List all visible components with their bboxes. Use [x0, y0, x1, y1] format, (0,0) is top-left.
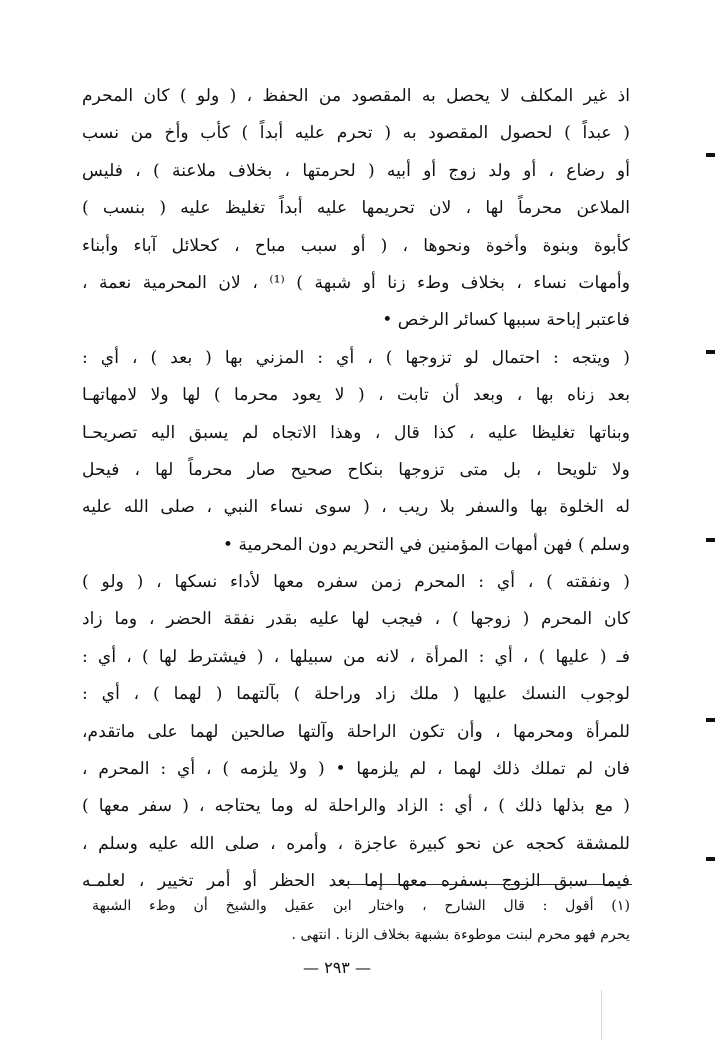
page-number: — ٢٩٣ — — [303, 958, 371, 977]
scan-edge-mark — [706, 350, 715, 354]
text-line: الملاعن محرماً لها ، لان تحريمها عليه أبداً تغليظ عليه ( بنسب ) — [82, 198, 630, 219]
footnote-line: يحرم فهو محرم لبنت موطوءة بشبهة بخلاف الزنا . انتهى . — [291, 927, 630, 943]
text-line: للمرأة ومحرمها ، وأن تكون الراحلة وآلتها صالحين لهما على ماتقدم، — [82, 721, 630, 742]
text-line: وأمهات نساء ، بخلاف وطء زنا أو شبهة ) ⁽¹⁾ ، لان المحرمية نعمة ، — [82, 272, 630, 293]
text-line: كأبوة وبنوة وأخوة ونحوها ، ( أو سبب مباح ، كحلائل آباء وأبناء — [82, 235, 630, 256]
footnote-block — [92, 892, 630, 950]
text-line: وبناتها تغليظا عليه ، كذا قال ، وهذا الاتجاه لم يسبق اليه تصريحـا — [82, 422, 630, 443]
text-line: ( ونفقته ) ، أي : المحرم زمن سفره معها لأداء نسكها ، ( ولو ) — [82, 572, 630, 593]
scan-edge-mark — [706, 153, 715, 157]
scan-bleed-line — [601, 990, 602, 1040]
scan-edge-mark — [706, 538, 715, 542]
text-line: فـ ( عليها ) ، أي : المرأة ، لانه من سبيلها ، ( فيشترط لها ) ، أي : — [82, 646, 630, 667]
text-line: فان لم تملك ذلك لهما ، لم يلزمها • ( ولا يلزمه ) ، أي : المحرم ، — [82, 759, 630, 780]
scan-edge-mark — [706, 857, 715, 861]
text-line: أو رضاع ، أو ولد زوج أو أبيه ( لحرمتها ، بخلاف ملاعنة ) ، فليس — [82, 160, 630, 181]
footnote-divider — [340, 884, 632, 885]
text-line: كان المحرم ( زوجها ) ، فيجب لها عليه بقدر نفقة الحضر ، وما زاد — [82, 609, 630, 630]
text-line: ( ويتجه : احتمال لو تزوجها ) ، أي : المزني بها ( بعد ) ، أي : — [82, 347, 630, 368]
text-line: بعد زناه بها ، وبعد أن تابت ، ( لا يعود محرما ) لها ولا لامهاتهـا — [82, 385, 630, 406]
footnote-line: (١) أقول : قال الشارح ، واختار ابن عقيل والشيخ أن وطء الشبهة — [92, 898, 630, 914]
text-line: لوجوب النسك عليها ( ملك زاد وراحلة ) بآلتهما ( لهما ) ، أي : — [82, 684, 630, 705]
text-line: ( مع بذلها ذلك ) ، أي : الزاد والراحلة له وما يحتاجه ، ( سفر معها ) — [82, 796, 630, 817]
text-line: اذ غير المكلف لا يحصل به المقصود من الحفظ ، ( ولو ) كان المحرم — [82, 86, 630, 106]
main-text-block — [82, 78, 630, 901]
text-line: فاعتبر إباحة سببها كسائر الرخص • — [382, 310, 630, 331]
text-line: فيما سبق الزوج بسفره معها إما بعد الحظر أو أمر تخيير ، لعلمـه — [82, 871, 630, 892]
text-line: ولا تلويحا ، بل متى تزوجها بنكاح صحيح صار محرماً لها ، فيحل — [82, 459, 630, 480]
text-line: له الخلوة بها والسفر بلا ريب ، ( سوى نساء النبي ، صلى الله عليه — [82, 497, 630, 518]
text-line: وسلم ) فهن أمهات المؤمنين في التحريم دون المحرمية • — [222, 534, 630, 555]
text-line: ( عبداً ) لحصول المقصود به ( تحرم عليه أبداً ) كأب وأخ من نسب — [82, 123, 630, 144]
text-line: للمشقة كحجه عن نحو كبيرة عاجزة ، وأمره ، صلى الله عليه وسلم ، — [82, 833, 630, 854]
scan-edge-mark — [706, 718, 715, 722]
